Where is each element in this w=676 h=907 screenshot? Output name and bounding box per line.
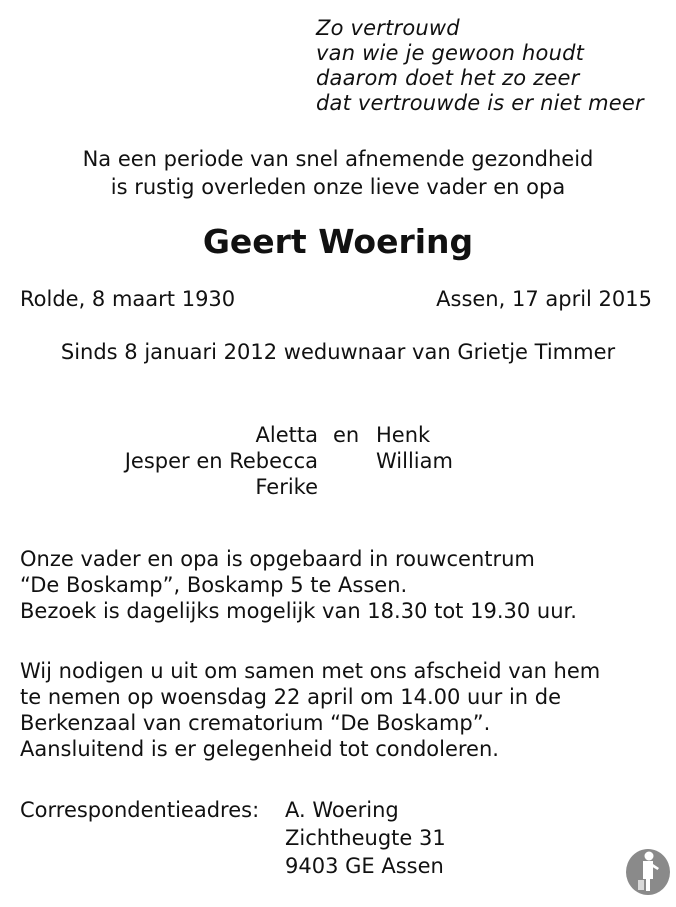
intro-text [0, 145, 676, 201]
paragraph-line: Wij nodigen u uit om samen met ons afscheid van hem [20, 659, 601, 683]
birth-date: Rolde, 8 maart 1930 [20, 287, 236, 311]
family-member: Jesper en Rebecca [124, 449, 318, 473]
address-line: A. Woering [285, 798, 399, 822]
deceased-name: Geert Woering [202, 222, 474, 261]
paragraph-line: Bezoek is dagelijks mogelijk van 18.30 tot 19.30 uur. [20, 599, 577, 623]
family-member: William [376, 449, 453, 473]
poem-line: van wie je gewoon houdt [316, 41, 585, 65]
farewell-paragraph [20, 658, 600, 762]
family-member: Henk [376, 423, 431, 447]
family-member: Ferike [255, 475, 318, 499]
poem-line: daarom doet het zo zeer [316, 66, 580, 90]
intro-line: is rustig overleden onze lieve vader en opa [110, 175, 566, 199]
family-connector [333, 422, 359, 448]
paragraph-line: te nemen op woensdag 22 april om 14.00 uur in de [20, 685, 562, 709]
family-member: Aletta [255, 423, 318, 447]
correspondence-address [285, 796, 446, 880]
poem-line: dat vertrouwde is er niet meer [316, 91, 644, 115]
poem [316, 16, 644, 116]
family-right-column [376, 422, 453, 474]
paragraph-line: Onze vader en opa is opgebaard in rouwcentrum [20, 547, 535, 571]
viewing-paragraph [20, 546, 577, 624]
paragraph-line: “De Boskamp”, Boskamp 5 te Assen. [20, 573, 408, 597]
address-line: Zichtheugte 31 [285, 826, 446, 850]
intro-line: Na een periode van snel afnemende gezondheid [82, 147, 594, 171]
family-connector-text: en [333, 423, 360, 447]
family-left-column [125, 422, 318, 500]
poem-line: Zo vertrouwd [316, 16, 460, 40]
memorial-figure-icon [624, 846, 672, 896]
paragraph-line: Aansluitend is er gelegenheid tot condoleren. [20, 737, 499, 761]
correspondence-label: Correspondentieadres: [20, 798, 260, 822]
paragraph-line: Berkenzaal van crematorium “De Boskamp”. [20, 711, 491, 735]
widower-line: Sinds 8 januari 2012 weduwnaar van Grietje Timmer [60, 340, 616, 364]
address-line: 9403 GE Assen [285, 854, 444, 878]
death-date: Assen, 17 april 2015 [436, 287, 652, 311]
